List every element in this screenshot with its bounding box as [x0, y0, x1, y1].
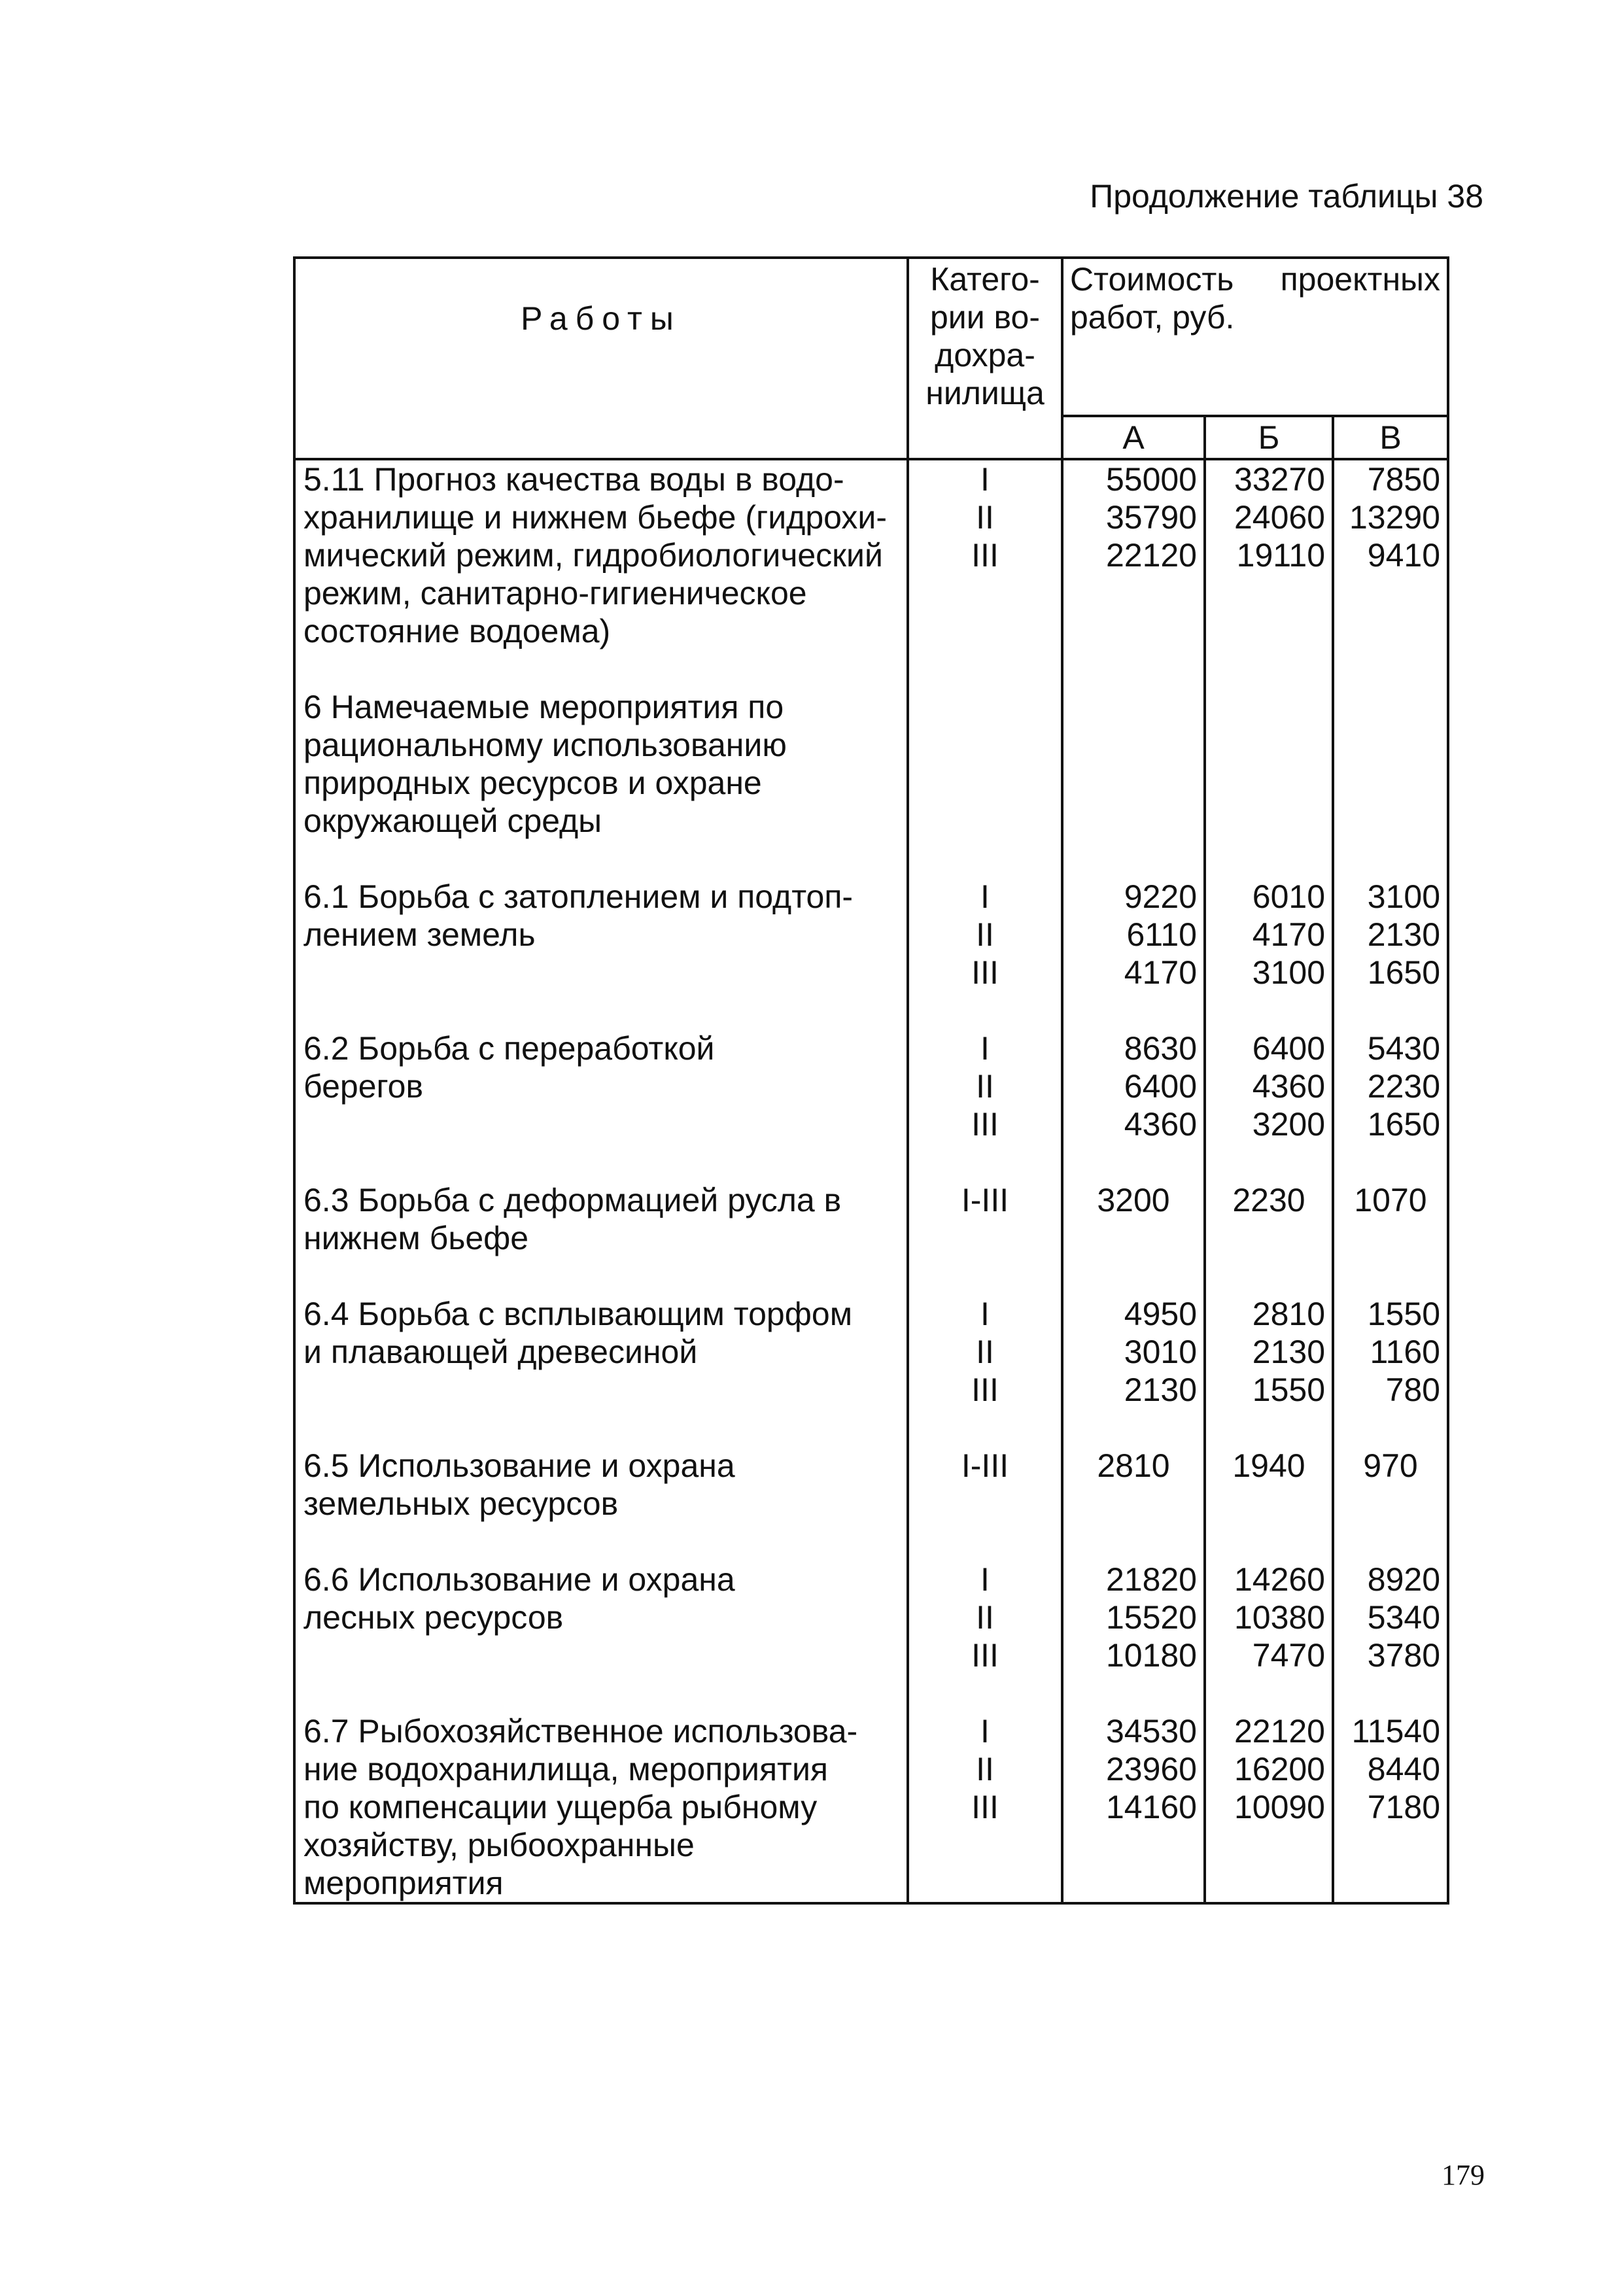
cost-a-cell — [1062, 1295, 1205, 1447]
category-cell-line: II — [976, 1334, 994, 1370]
cost-b-cell-line: 33270 — [1234, 461, 1325, 498]
work-description-line: 6.4 Борьба с всплывающим торфом — [303, 1296, 853, 1332]
work-description — [294, 688, 908, 878]
category-cell-line: III — [971, 1372, 999, 1408]
work-description — [294, 1181, 908, 1295]
work-description — [294, 459, 908, 688]
category-cell-line: III — [971, 1637, 999, 1674]
cost-b-cell-line: 3200 — [1252, 1106, 1325, 1143]
work-description-line: нижнем бьефе — [303, 1220, 529, 1256]
cost-a-cell-line: 6110 — [1126, 916, 1197, 953]
cost-a-cell-line: 9220 — [1124, 878, 1197, 915]
header-category-line: дохра- — [935, 337, 1035, 373]
cost-v-cell — [1333, 459, 1448, 688]
header-category — [908, 258, 1062, 459]
cost-v-cell-line: 7180 — [1367, 1789, 1440, 1825]
category-cell-line: II — [976, 1599, 994, 1636]
cost-v-cell — [1333, 688, 1448, 878]
table-row — [294, 459, 1448, 688]
category-cell-line: I — [980, 1296, 990, 1332]
work-description-line: состояние водоема) — [303, 613, 611, 649]
work-description-line: 6.6 Использование и охрана — [303, 1561, 735, 1598]
cost-a-cell-line: 23960 — [1105, 1751, 1197, 1787]
table-row — [294, 1561, 1448, 1712]
table-header-row — [294, 258, 1448, 416]
cost-a-cell — [1062, 1181, 1205, 1295]
cost-a-cell-line: 4170 — [1124, 954, 1197, 991]
cost-b-cell-line: 2810 — [1252, 1296, 1325, 1332]
cost-b-cell-line: 22120 — [1234, 1713, 1325, 1750]
cost-b-cell — [1205, 878, 1333, 1029]
table-row — [294, 1029, 1448, 1181]
cost-a-cell-line: 15520 — [1105, 1599, 1197, 1636]
category-cell-line: I — [980, 1713, 990, 1750]
cost-b-cell-line: 1550 — [1252, 1372, 1325, 1408]
cost-v-cell-line: 5430 — [1367, 1030, 1440, 1067]
work-description-line: природных ресурсов и охране — [303, 765, 762, 801]
category-cell — [908, 1447, 1062, 1561]
category-cell-line: III — [971, 1106, 999, 1143]
header-works: Работы — [294, 258, 908, 459]
work-description — [294, 878, 908, 1029]
work-description-line: ние водохранилища, мероприятия — [303, 1751, 828, 1787]
cost-b-cell-line: 6400 — [1252, 1030, 1325, 1067]
category-cell-line: III — [971, 1789, 999, 1825]
category-cell-line: I — [980, 461, 990, 498]
category-cell — [908, 1029, 1062, 1181]
cost-v-cell-line: 8920 — [1367, 1561, 1440, 1598]
category-cell — [908, 1181, 1062, 1295]
cost-a-cell-line: 8630 — [1124, 1030, 1197, 1067]
work-description — [294, 1295, 908, 1447]
cost-v-cell-line: 780 — [1385, 1372, 1440, 1408]
category-cell — [908, 688, 1062, 878]
cost-a-cell-line: 14160 — [1105, 1789, 1197, 1825]
cost-b-cell — [1205, 1447, 1333, 1561]
work-description-line: и плавающей древесиной — [303, 1334, 698, 1370]
cost-a-cell-line: 6400 — [1124, 1068, 1197, 1105]
work-description-line: лесных ресурсов — [303, 1599, 564, 1636]
cost-b-cell-line: 4360 — [1252, 1068, 1325, 1105]
work-description — [294, 1561, 908, 1712]
header-col-v: В — [1333, 416, 1448, 459]
cost-v-cell-line: 5340 — [1367, 1599, 1440, 1636]
cost-v-cell — [1333, 1447, 1448, 1561]
work-description-line: 6.1 Борьба с затоплением и подтоп- — [303, 878, 854, 915]
cost-v-cell-line: 3100 — [1367, 878, 1440, 915]
cost-v-cell-line: 9410 — [1367, 537, 1440, 574]
category-cell-line: II — [976, 916, 994, 953]
cost-v-cell — [1333, 1029, 1448, 1181]
cost-a-cell — [1062, 1029, 1205, 1181]
table-row — [294, 1447, 1448, 1561]
work-description-line: земельных ресурсов — [303, 1485, 619, 1522]
cost-b-cell-line: 10380 — [1234, 1599, 1325, 1636]
cost-a-cell — [1062, 1447, 1205, 1561]
cost-a-cell — [1062, 878, 1205, 1029]
category-cell-line: I — [980, 1561, 990, 1598]
cost-a-cell-line: 3200 — [1097, 1182, 1170, 1218]
work-description-line: 6.5 Использование и охрана — [303, 1447, 735, 1484]
cost-v-cell-line: 2130 — [1367, 916, 1440, 953]
category-cell-line: I — [980, 1030, 990, 1067]
work-description — [294, 1447, 908, 1561]
cost-b-cell — [1205, 459, 1333, 688]
cost-b-cell-line: 7470 — [1252, 1637, 1325, 1674]
cost-a-cell — [1062, 1712, 1205, 1903]
table-row — [294, 1295, 1448, 1447]
cost-b-cell — [1205, 1029, 1333, 1181]
header-col-a: А — [1062, 416, 1205, 459]
cost-a-cell-line: 4950 — [1124, 1296, 1197, 1332]
cost-v-cell-line: 13290 — [1349, 499, 1440, 536]
work-description-line: 5.11 Прогноз качества воды в водо- — [303, 461, 844, 498]
cost-b-cell — [1205, 1295, 1333, 1447]
category-cell — [908, 1561, 1062, 1712]
cost-a-cell-line: 22120 — [1105, 537, 1197, 574]
work-description-line: мероприятия — [303, 1865, 504, 1901]
cost-v-cell — [1333, 1295, 1448, 1447]
category-cell — [908, 1295, 1062, 1447]
work-description-line: хозяйству, рыбоохранные — [303, 1827, 695, 1863]
category-cell-line: III — [971, 954, 999, 991]
cost-v-cell-line: 8440 — [1367, 1751, 1440, 1787]
category-cell-line: I-III — [961, 1182, 1009, 1218]
cost-b-cell — [1205, 1181, 1333, 1295]
cost-a-cell-line: 3010 — [1124, 1334, 1197, 1370]
cost-a-cell-line: 2130 — [1124, 1372, 1197, 1408]
cost-b-cell-line: 4170 — [1252, 916, 1325, 953]
header-cost-word2: проектных — [1280, 261, 1440, 298]
cost-b-cell-line: 16200 — [1234, 1751, 1325, 1787]
cost-v-cell — [1333, 878, 1448, 1029]
category-cell — [908, 459, 1062, 688]
cost-b-cell-line: 14260 — [1234, 1561, 1325, 1598]
cost-table — [293, 256, 1449, 1905]
cost-v-cell — [1333, 1561, 1448, 1712]
cost-b-cell-line: 3100 — [1252, 954, 1325, 991]
table-row — [294, 688, 1448, 878]
header-cost — [1062, 258, 1448, 416]
cost-b-cell-line: 10090 — [1234, 1789, 1325, 1825]
cost-a-cell — [1062, 459, 1205, 688]
cost-v-cell — [1333, 1181, 1448, 1295]
work-description-line: окружающей среды — [303, 802, 602, 839]
work-description-line: берегов — [303, 1068, 424, 1105]
cost-a-cell — [1062, 1561, 1205, 1712]
cost-b-cell — [1205, 1561, 1333, 1712]
category-cell-line: I — [980, 878, 990, 915]
cost-b-cell-line: 24060 — [1234, 499, 1325, 536]
cost-a-cell-line: 2810 — [1097, 1447, 1170, 1484]
cost-b-cell — [1205, 1712, 1333, 1903]
cost-v-cell-line: 3780 — [1367, 1637, 1440, 1674]
category-cell — [908, 1712, 1062, 1903]
page-number: 179 — [1442, 2159, 1485, 2191]
cost-b-cell — [1205, 688, 1333, 878]
category-cell-line: II — [976, 1751, 994, 1787]
table-caption: Продолжение таблицы 38 — [1090, 178, 1483, 215]
cost-a-cell-line: 4360 — [1124, 1106, 1197, 1143]
cost-a-cell-line: 34530 — [1105, 1713, 1197, 1750]
cost-v-cell-line: 1650 — [1367, 1106, 1440, 1143]
work-description-line: мический режим, гидробиологический — [303, 537, 883, 574]
cost-v-cell-line: 11540 — [1351, 1713, 1440, 1750]
cost-b-cell-line: 1940 — [1232, 1447, 1305, 1484]
header-col-b: Б — [1205, 416, 1333, 459]
cost-v-cell-line: 1650 — [1367, 954, 1440, 991]
table-row — [294, 1181, 1448, 1295]
cost-b-cell-line: 2130 — [1252, 1334, 1325, 1370]
table-row — [294, 878, 1448, 1029]
header-category-line: Катего- — [930, 261, 1040, 298]
work-description-line: 6.2 Борьба с переработкой — [303, 1030, 715, 1067]
work-description — [294, 1029, 908, 1181]
cost-v-cell-line: 7850 — [1367, 461, 1440, 498]
work-description-line: режим, санитарно-гигиеническое — [303, 575, 807, 612]
header-cost-line2: работ, руб. — [1070, 299, 1235, 336]
cost-a-cell-line: 21820 — [1105, 1561, 1197, 1598]
cost-v-cell — [1333, 1712, 1448, 1903]
category-cell-line: III — [971, 537, 999, 574]
work-description-line: 6 Намечаемые мероприятия по — [303, 689, 784, 725]
cost-b-cell-line: 6010 — [1252, 878, 1325, 915]
header-cost-word1: Стоимость — [1070, 261, 1234, 298]
cost-v-cell-line: 2230 — [1367, 1068, 1440, 1105]
cost-a-cell-line: 35790 — [1105, 499, 1197, 536]
cost-a-cell — [1062, 688, 1205, 878]
header-category-line: рии во- — [929, 299, 1041, 336]
cost-v-cell-line: 970 — [1363, 1447, 1418, 1484]
header-category-line: нилища — [925, 375, 1045, 411]
work-description-line: рациональному использованию — [303, 727, 787, 763]
cost-v-cell-line: 1070 — [1354, 1182, 1427, 1218]
category-cell-line: II — [976, 1068, 994, 1105]
cost-b-cell-line: 19110 — [1236, 537, 1325, 574]
work-description — [294, 1712, 908, 1903]
work-description-line: лением земель — [303, 916, 536, 953]
table-row — [294, 1712, 1448, 1903]
work-description-line: 6.3 Борьба с деформацией русла в — [303, 1182, 842, 1218]
cost-a-cell-line: 10180 — [1105, 1637, 1197, 1674]
cost-v-cell-line: 1160 — [1370, 1334, 1440, 1370]
cost-v-cell-line: 1550 — [1367, 1296, 1440, 1332]
category-cell — [908, 878, 1062, 1029]
work-description-line: 6.7 Рыбохозяйственное использова- — [303, 1713, 858, 1750]
category-cell-line: I-III — [961, 1447, 1009, 1484]
category-cell-line: II — [976, 499, 994, 536]
work-description-line: по компенсации ущерба рыбному — [303, 1789, 818, 1825]
work-description-line: хранилище и нижнем бьефе (гидрохи- — [303, 499, 887, 536]
cost-a-cell-line: 55000 — [1105, 461, 1197, 498]
cost-b-cell-line: 2230 — [1232, 1182, 1305, 1218]
